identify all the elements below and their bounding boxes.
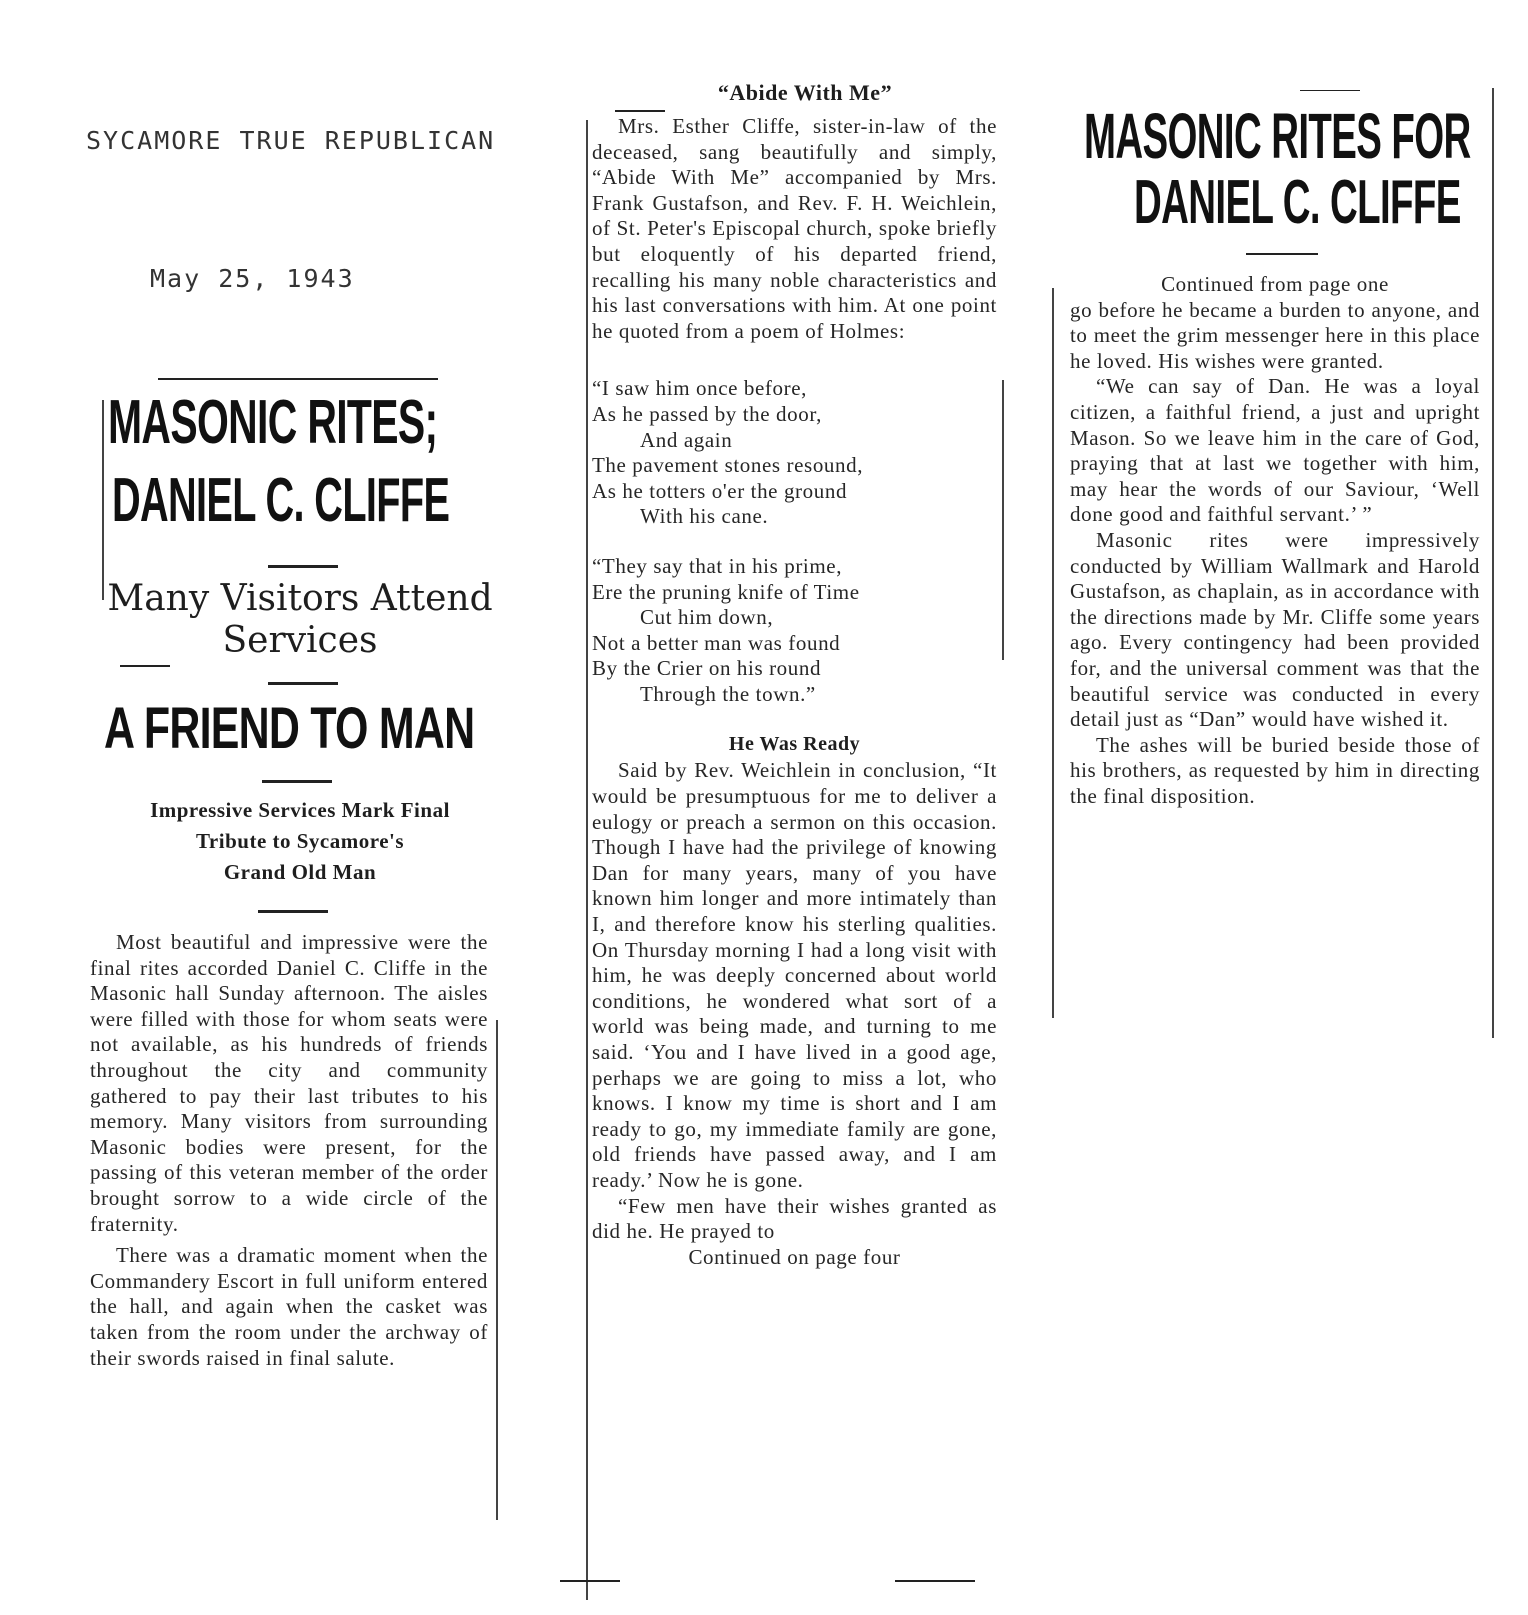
paragraph: “Few men have their wishes granted as did he. He prayed to xyxy=(592,1193,997,1244)
deck-line1: Impressive Services Mark Final xyxy=(150,798,450,822)
right-column xyxy=(1060,88,1500,1048)
paragraph: There was a dramatic moment when the Commandery Escort in full uniform entered the hall, and again when the casket was taken from the room under the archway of their swords raised in final salute. xyxy=(90,1243,488,1370)
divider-2 xyxy=(268,682,338,685)
bottom-rule-right xyxy=(895,1580,975,1582)
left-column xyxy=(90,370,510,1550)
paragraph: The ashes will be buried beside those of his brothers, as requested by him in directing the final disposition. xyxy=(1070,732,1480,808)
section-title-ready: He Was Ready xyxy=(728,733,861,756)
poem-stanza-2 xyxy=(592,554,997,708)
poem-line: Cut him down, xyxy=(640,605,774,630)
headline-line2: DANIEL C. CLIFFE xyxy=(112,466,450,535)
deck xyxy=(90,795,510,888)
poem-line: As he totters o'er the ground xyxy=(592,478,848,503)
top-rule xyxy=(158,378,438,380)
middle-column xyxy=(570,80,1040,1600)
right-border xyxy=(1492,88,1494,1038)
deck-line3: Grand Old Man xyxy=(223,860,377,884)
headline-line2: DANIEL C. CLIFFE xyxy=(1134,168,1461,237)
divider-1 xyxy=(268,565,338,568)
article-body-left xyxy=(90,930,488,1371)
poem-line: As he passed by the door, xyxy=(592,401,822,426)
article-body-right xyxy=(1070,272,1480,809)
poem-line: Through the town.” xyxy=(640,681,816,706)
paragraph: go before he became a burden to anyone, and to meet the grim messenger here in this place he loved. His wishes were granted. xyxy=(1070,297,1480,373)
continued-on-line: Continued on page four xyxy=(688,1244,901,1269)
left-border xyxy=(1052,288,1054,1018)
bottom-rule-left xyxy=(560,1580,620,1582)
headline-friend-to-man: A FRIEND TO MAN xyxy=(104,696,475,761)
poem-line: “They say that in his prime, xyxy=(592,553,843,578)
paragraph: Said by Rev. Weichlein in conclusion, “It would be presumptuous for me to deliver a eulogy or preach a sermon on this occasion. Though I have had the privilege of knowing Dan for many years, many of you have known him longer and more intimately than I, and therefore know his sterling qualities. On Thursday morning I had a long visit with him, he was deeply concerned about world conditions, he wondered what sort of a world was being made, and turning to me said. ‘You and I have lived in a good age, perhaps we are going to miss a lot, who knows. I know my time is short and I am ready to go, my immediate family are gone, old friends have passed away, and I am ready.’ Now he is gone. xyxy=(592,758,997,1192)
poem-line: Ere the pruning knife of Time xyxy=(592,579,860,604)
paragraph: “We can say of Dan. He was a loyal citizen, a faithful friend, a just and upright Mason. So we leave him in the care of God, praying that at last we together with him, may hear the words of our Saviour, ‘Well done good and faithful servant.’ ” xyxy=(1070,374,1480,527)
poem-line: “I saw him once before, xyxy=(592,376,807,401)
small-dash xyxy=(120,665,170,667)
continued-from-line: Continued from page one xyxy=(1161,272,1389,296)
divider-3 xyxy=(262,780,332,783)
newspaper-source: SYCAMORE TRUE REPUBLICAN xyxy=(86,126,496,155)
divider-4 xyxy=(258,910,328,913)
paragraph: Mrs. Esther Cliffe, sister-in-law of the deceased, sang beautifully and simply, “Abide With Me” accompanied by Mrs. Frank Gustafson, and Rev. F. H. Weichlein, of St. Peter's Episcopal church, spoke briefly but eloquently of his departed friend, recalling his many noble characteristics and his last conversations with him. At one point he quoted from a poem of Holmes: xyxy=(592,114,997,343)
right-border xyxy=(1002,380,1004,660)
poem-line: Not a better man was found xyxy=(592,630,841,655)
subhead-line1: Many Visitors Attend xyxy=(107,578,493,619)
poem-line: With his cane. xyxy=(640,504,769,529)
paragraph: Most beautiful and impressive were the final rites accorded Daniel C. Cliffe in the Masonic hall Sunday afternoon. The aisles were filled with those for whom seats were not available, as his hundreds of friends throughout the city and community gathered to pay their last tributes to his memory. Many visitors from surrounding Masonic bodies were present, for the passing of this veteran member of the order brought sorrow to a wide circle of the fraternity. xyxy=(90,930,488,1236)
headline-line1: MASONIC RITES; xyxy=(108,388,438,457)
clipping-date: May 25, 1943 xyxy=(150,264,355,293)
left-border xyxy=(102,400,104,600)
poem-line: The pavement stones resound, xyxy=(592,453,864,478)
small-rule xyxy=(615,110,665,112)
subhead xyxy=(100,580,500,660)
deck-line2: Tribute to Sycamore's xyxy=(195,829,405,853)
right-border xyxy=(496,1020,498,1520)
left-border xyxy=(586,120,588,1600)
poem-line: And again xyxy=(640,427,733,452)
article-body-middle xyxy=(592,114,997,1270)
subhead-line2: Services xyxy=(222,619,378,661)
top-rule xyxy=(1300,90,1360,91)
divider xyxy=(1246,253,1318,255)
poem-line: By the Crier on his round xyxy=(592,656,822,681)
headline-line1: MASONIC RITES FOR xyxy=(1084,100,1471,172)
poem-stanza-1 xyxy=(592,376,997,530)
section-title-abide: “Abide With Me” xyxy=(717,80,893,105)
paragraph: Masonic rites were impressively conducted by William Wallmark and Harold Gustafson, as chaplain, as in accordance with the directions made by Mr. Cliffe some years ago. Every contingency had been provided for, and the universal comment was that the beautiful service was conducted in every detail just as “Dan” would have wished it. xyxy=(1070,527,1480,732)
